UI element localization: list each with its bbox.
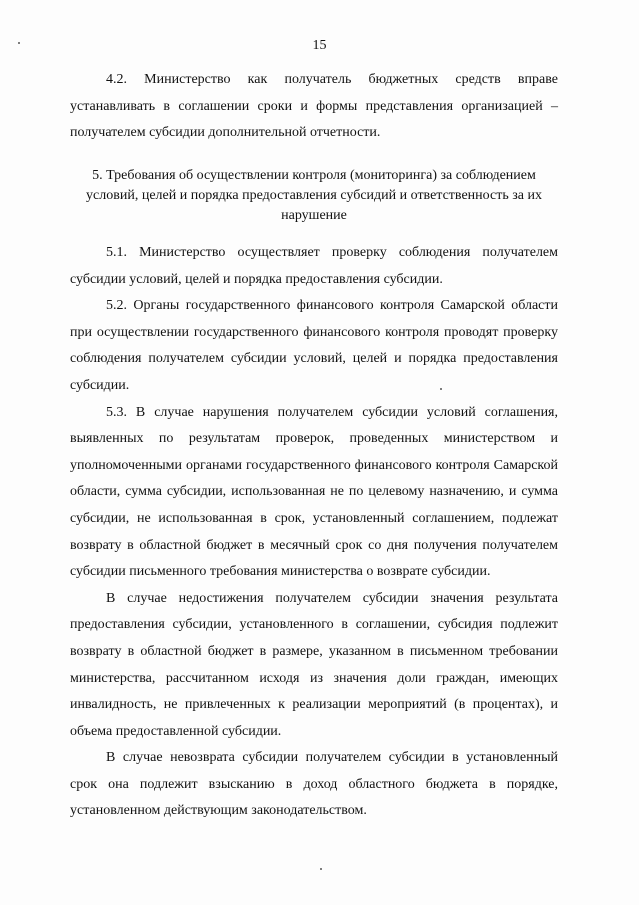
- paragraph-5-1: 5.1. Министерство осуществляет проверку соблюдения получателем субсидии условий, целей и порядка предоставления субсидии.: [70, 245, 558, 287]
- paragraph-5-2: 5.2. Органы государственного финансового контроля Самарской области при осуществлении государственного финансового контроля проводят проверку соблюдения получателем субсидии условий, целей и порядка предоставления субсидии.: [70, 298, 558, 393]
- paragraph-4-2-block: [70, 67, 558, 147]
- section-5-heading: 5. Требования об осуществлении контроля (мониторинга) за соблюдением условий, целей и порядка предоставления субсидий и ответственность за их нарушение: [86, 168, 542, 223]
- scan-speck: [320, 868, 322, 870]
- scan-speck: [18, 42, 20, 44]
- section-5-body: [70, 240, 558, 825]
- paragraph-5-3: 5.3. В случае нарушения получателем субсидии условий соглашения, выявленных по результатам проверок, проведенных министерством и уполномоченными органами государственного финансового контроля Самарской области, сумма субсидии, использованная не по целевому назначению, и сумма субсидии, не использованная в срок, установленный соглашением, подлежат возврату в областной бюджет в месячный срок со дня получения получателем субсидии письменного требования министерства о возврате субсидии.: [70, 404, 558, 580]
- page-number: 15: [312, 38, 327, 53]
- paragraph-4-2: 4.2. Министерство как получатель бюджетных средств вправе устанавливать в соглашении сроки и формы представления организацией – получателем субсидии дополнительной отчетности.: [70, 72, 558, 141]
- paragraph-5-3-shortfall: В случае недостижения получателем субсидии значения результата предоставления субсидии, установленного в соглашении, субсидия подлежит возврату в областной бюджет в размере, указанном в письменном требовании министерства, рассчитанном исходя из значения доли граждан, имеющих инвалидность, не привлеченных к реализации мероприятий (в процентах), и объема предоставленной субсидии.: [70, 590, 558, 739]
- paragraph-5-3-nonreturn: В случае невозврата субсидии получателем субсидии в установленный срок она подлежит взысканию в доход областного бюджета в порядке, установленном действующим законодательством.: [70, 750, 558, 819]
- scan-speck: [440, 388, 442, 390]
